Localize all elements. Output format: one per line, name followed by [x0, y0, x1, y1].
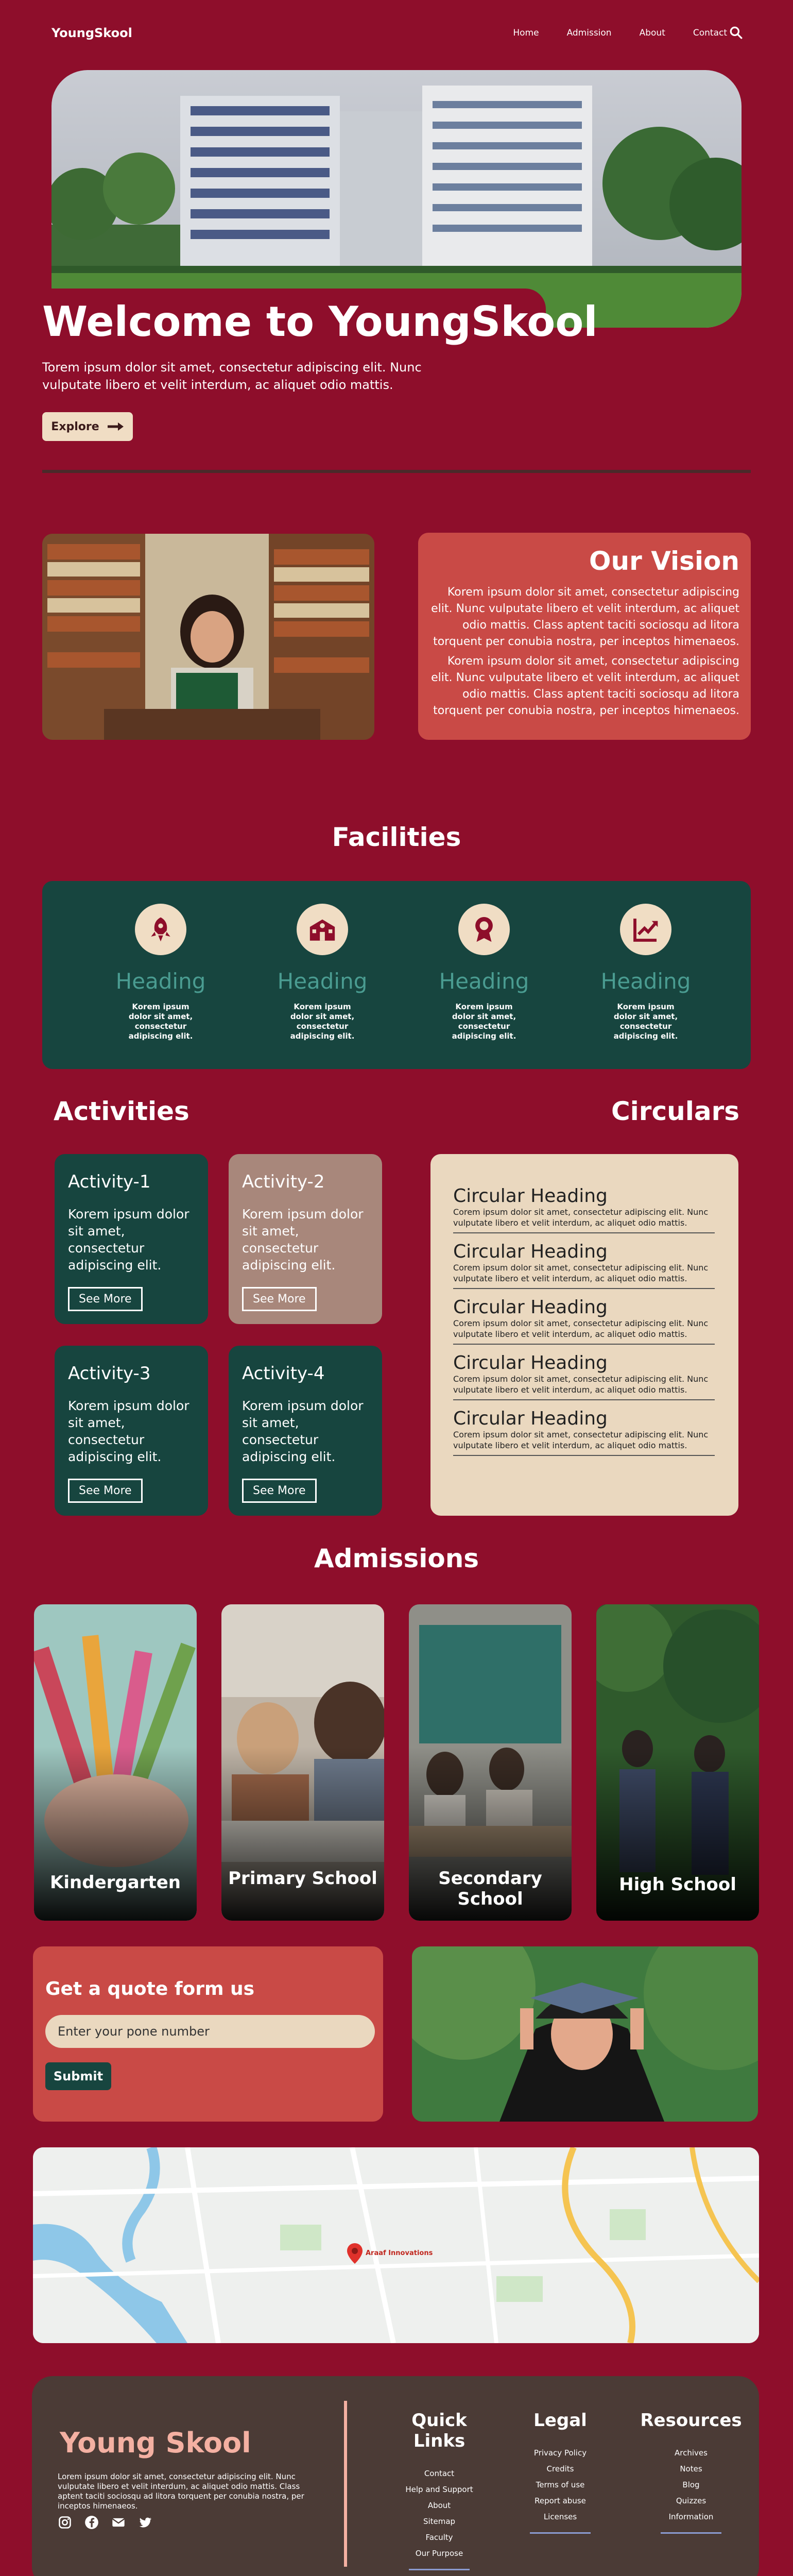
footer-link[interactable]: Licenses [543, 2512, 577, 2521]
vision-card [418, 533, 751, 740]
admission-card-kindergarten[interactable] [34, 1604, 197, 1921]
footer-divider [344, 2401, 347, 2567]
twitter-icon[interactable] [138, 2515, 152, 2530]
activity-card-4 [229, 1346, 382, 1516]
circular-heading: Circular Heading [453, 1297, 608, 1318]
circular-heading: Circular Heading [453, 1408, 608, 1429]
map-pin-icon[interactable] [347, 2243, 363, 2264]
arrow-right-icon [107, 421, 124, 432]
vision-title: Our Vision [589, 546, 739, 576]
nav-links [513, 28, 727, 38]
facilities-panel [42, 881, 751, 1069]
legal-column [514, 2410, 607, 2534]
footer-link[interactable]: Our Purpose [415, 2549, 463, 2558]
activity-card-2 [229, 1154, 382, 1324]
chart-line-icon [620, 904, 671, 955]
legal-title: Legal [533, 2410, 587, 2431]
circulars-panel [430, 1154, 738, 1516]
column-underline [530, 2532, 591, 2534]
see-more-button[interactable]: See More [68, 1287, 143, 1311]
quick-links-column [385, 2410, 493, 2570]
nav-link-about[interactable]: About [639, 28, 665, 38]
footer-link[interactable]: Contact [424, 2469, 455, 2478]
admission-label: Primary School [228, 1868, 377, 1889]
facebook-icon[interactable] [84, 2515, 99, 2530]
facility-heading: Heading [439, 969, 529, 994]
footer [32, 2376, 759, 2576]
nav-link-home[interactable]: Home [513, 28, 539, 38]
footer-link[interactable]: Sitemap [423, 2517, 456, 2526]
activity-title: Activity-3 [68, 1363, 151, 1384]
award-icon [458, 904, 510, 955]
footer-brand: Young Skool [60, 2427, 251, 2459]
section-divider [42, 470, 751, 473]
activities-title: Activities [54, 1096, 189, 1126]
admissions-title: Admissions [314, 1544, 479, 1573]
footer-link[interactable]: Archives [675, 2448, 708, 2458]
facility-heading: Heading [115, 969, 206, 994]
footer-link[interactable]: Report abuse [535, 2496, 586, 2505]
circular-heading: Circular Heading [453, 1185, 608, 1207]
facility-card [584, 904, 708, 1041]
circulars-title: Circulars [611, 1096, 739, 1126]
hero-title: Welcome to YoungSkool [42, 298, 598, 346]
activity-card-3 [55, 1346, 208, 1516]
facility-heading: Heading [277, 969, 368, 994]
facility-card [261, 904, 384, 1041]
activity-text: Korem ipsum dolor sit amet, consectetur adipiscing elit. [68, 1398, 189, 1464]
facility-text: Korem ipsum dolor sit amet, consectetur adipiscing elit. [613, 1002, 678, 1041]
activity-card-1 [55, 1154, 208, 1324]
circular-text: Corem ipsum dolor sit amet, consectetur adipiscing elit. Nunc vulputate libero et velit interdum, ac aliquet odio mattis. [453, 1207, 709, 1228]
footer-link[interactable]: Faculty [425, 2533, 453, 2542]
footer-link[interactable]: Privacy Policy [533, 2448, 587, 2458]
resources-title: Resources [640, 2410, 742, 2431]
submit-button[interactable]: Submit [45, 2062, 111, 2090]
vision-paragraph-2: Korem ipsum dolor sit amet, consectetur adipiscing elit. Nunc vulputate libero et velit interdum, ac aliquet odio mattis. Class aptent taciti sociosqu ad litora torquent per conubia nostra, per inceptos himenaeos. [431, 655, 739, 717]
see-more-button[interactable]: See More [242, 1479, 317, 1503]
map-pin-label: Araaf Innovations [366, 2249, 433, 2257]
brand-logo[interactable]: YoungSkool [51, 26, 132, 40]
see-more-button[interactable]: See More [68, 1479, 143, 1503]
library-image [42, 534, 374, 740]
location-map[interactable] [33, 2147, 759, 2343]
vision-paragraph-1: Korem ipsum dolor sit amet, consectetur adipiscing elit. Nunc vulputate libero et velit interdum, ac aliquet odio mattis. Class aptent taciti sociosqu ad litora torquent per conubia nostra, per inceptos himenaeos. [431, 586, 739, 648]
footer-link[interactable]: Information [668, 2512, 714, 2521]
circular-item[interactable] [453, 1409, 715, 1456]
circular-heading: Circular Heading [453, 1352, 608, 1374]
explore-button-label: Explore [51, 420, 99, 433]
admission-card-primary-school[interactable] [221, 1604, 384, 1921]
admission-label: Kindergarten [50, 1872, 181, 1893]
facilities-title: Facilities [332, 822, 461, 852]
instagram-icon[interactable] [58, 2515, 72, 2530]
column-underline [661, 2532, 721, 2534]
facility-card [99, 904, 222, 1041]
footer-link[interactable]: Notes [680, 2464, 702, 2473]
resources-column [640, 2410, 743, 2534]
circular-text: Corem ipsum dolor sit amet, consectetur adipiscing elit. Nunc vulputate libero et velit interdum, ac aliquet odio mattis. [453, 1318, 709, 1339]
admission-label: High School [619, 1874, 736, 1895]
social-links [58, 2515, 152, 2530]
nav-link-contact[interactable]: Contact [693, 28, 727, 38]
circular-item[interactable] [453, 1353, 715, 1400]
circular-text: Corem ipsum dolor sit amet, consectetur adipiscing elit. Nunc vulputate libero et velit interdum, ac aliquet odio mattis. [453, 1430, 709, 1450]
admission-card-secondary-school[interactable] [409, 1604, 572, 1921]
see-more-button[interactable]: See More [242, 1287, 317, 1311]
nav-link-admission[interactable]: Admission [566, 28, 612, 38]
quick-links-title: Quick Links [411, 2410, 467, 2451]
search-icon[interactable] [729, 26, 743, 39]
footer-link[interactable]: Quizzes [676, 2496, 706, 2505]
facility-text: Korem ipsum dolor sit amet, consectetur adipiscing elit. [452, 1002, 516, 1041]
activity-text: Korem ipsum dolor sit amet, consectetur adipiscing elit. [68, 1207, 189, 1273]
facility-text: Korem ipsum dolor sit amet, consectetur adipiscing elit. [128, 1002, 193, 1041]
footer-link[interactable]: Help and Support [405, 2485, 473, 2494]
activity-title: Activity-1 [68, 1172, 151, 1192]
explore-button[interactable] [42, 412, 133, 441]
school-icon [297, 904, 348, 955]
circular-heading: Circular Heading [453, 1241, 608, 1262]
footer-link[interactable]: Terms of use [536, 2480, 585, 2489]
activity-title: Activity-2 [242, 1172, 325, 1192]
facility-heading: Heading [600, 969, 691, 994]
circular-item[interactable] [453, 1297, 715, 1345]
phone-input[interactable] [45, 2015, 375, 2048]
admission-label: Secondary School [438, 1868, 542, 1909]
rocket-icon [135, 904, 186, 955]
activity-text: Korem ipsum dolor sit amet, consectetur adipiscing elit. [242, 1398, 364, 1464]
facility-card [422, 904, 546, 1041]
quote-form [33, 1946, 383, 2122]
quote-title: Get a quote form us [45, 1978, 255, 1999]
footer-link[interactable]: Blog [682, 2480, 700, 2489]
mail-icon[interactable] [111, 2515, 126, 2530]
footer-description: Lorem ipsum dolor sit amet, consectetur adipiscing elit. Nunc vulputate libero et velit interdum, ac aliquet odio mattis. Class aptent taciti sociosqu ad litora torquent per conubia nostra, per inceptos himenaeos. [58, 2472, 304, 2511]
footer-link[interactable]: Credits [546, 2464, 574, 2473]
circular-item[interactable] [453, 1242, 715, 1289]
facility-text: Korem ipsum dolor sit amet, consectetur adipiscing elit. [290, 1002, 355, 1041]
top-navbar [0, 0, 793, 67]
footer-link[interactable]: About [427, 2501, 451, 2510]
activity-text: Korem ipsum dolor sit amet, consectetur adipiscing elit. [242, 1207, 364, 1273]
admission-card-high-school[interactable] [596, 1604, 759, 1921]
activity-title: Activity-4 [242, 1363, 325, 1384]
circular-item[interactable] [453, 1186, 715, 1233]
circular-text: Corem ipsum dolor sit amet, consectetur adipiscing elit. Nunc vulputate libero et velit interdum, ac aliquet odio mattis. [453, 1374, 709, 1395]
circular-text: Corem ipsum dolor sit amet, consectetur adipiscing elit. Nunc vulputate libero et velit interdum, ac aliquet odio mattis. [453, 1263, 709, 1283]
column-underline [409, 2569, 470, 2570]
hero-text: Torem ipsum dolor sit amet, consectetur adipiscing elit. Nunc vulputate libero et velit interdum, ac aliquet odio mattis. [42, 360, 422, 392]
graduate-image [412, 1946, 758, 2122]
